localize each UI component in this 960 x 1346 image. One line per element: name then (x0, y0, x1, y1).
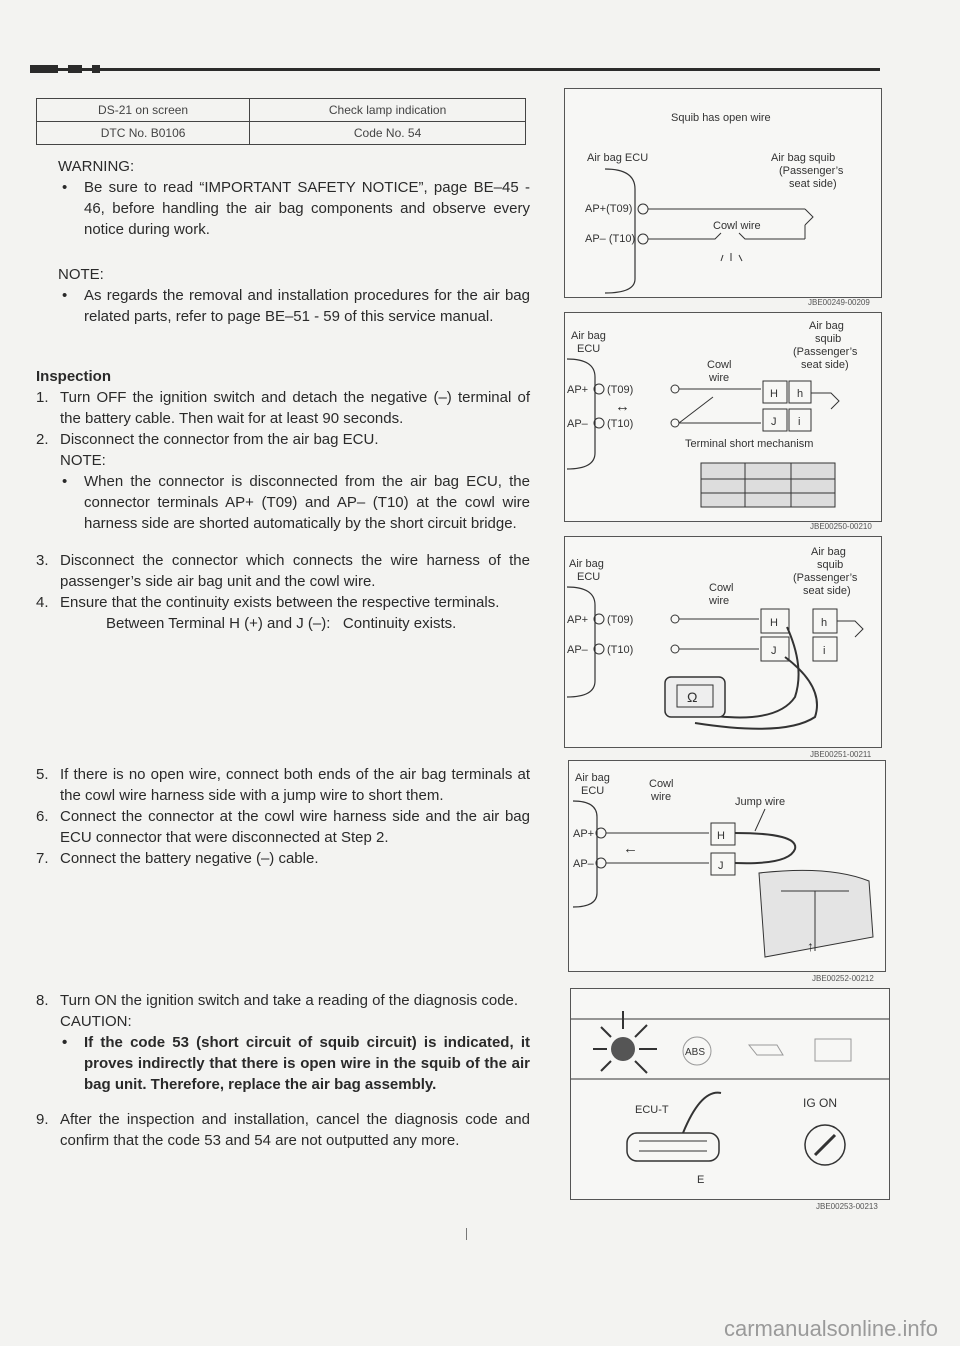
open-wire-diagram (565, 89, 881, 297)
ecu-outline (573, 801, 597, 907)
ecu-label: Air bag (569, 558, 604, 570)
engine-icon (815, 1039, 851, 1061)
step-text: Turn OFF the ignition switch and detach the negative (–) terminal of the battery cable. Then wait for at least 90 seconds. (60, 389, 530, 427)
note-block (58, 264, 530, 327)
short-mechanism-diagram (565, 313, 881, 521)
terminal-j-small: i (798, 416, 801, 428)
step-4 (36, 592, 530, 613)
squib-label: seat side) (801, 359, 849, 371)
continuity-between: Between Terminal H (+) and J (–): (106, 615, 331, 632)
step-7 (36, 848, 530, 869)
squib-label-3: seat side) (789, 178, 837, 190)
car-interior-image (759, 870, 873, 957)
terminal-h: H (770, 388, 778, 400)
squib-label: Air bag (809, 320, 844, 332)
ecu-label: Air bag (571, 330, 606, 342)
watermark: carmanualsonline.info (723, 1316, 938, 1341)
ecu-label: Air bag (575, 772, 610, 784)
step-2-note-text: • When the connector is disconnected from the air bag ECU, the connector terminals AP+ (T09) and AP– (T10) at the cowl wire harness side are shorted automatically by the short circuit bridge. (58, 471, 530, 534)
step-text: Turn ON the ignition switch and take a reading of the diagnosis code. (60, 992, 519, 1009)
step-text: Connect the connector at the cowl wire harness side and the air bag ECU connector that were disconnected at Step 2. (60, 808, 530, 846)
terminal-j: J (771, 416, 777, 428)
figure-diagnosis (570, 988, 890, 1200)
table-cell: Check lamp indication (250, 99, 526, 122)
ecu-outline (567, 587, 595, 697)
oil-icon (749, 1045, 783, 1055)
warning-text: • Be sure to read “IMPORTANT SAFETY NOTICE”, page BE–45 - 46, before handling the air bag components and observe every notice during work. (58, 177, 530, 240)
wire (679, 397, 713, 423)
squib-label: (Passenger’s (793, 346, 858, 358)
terminal-h-small: h (797, 388, 804, 400)
terminal-h-small: h (821, 617, 828, 629)
header-rule (30, 68, 880, 71)
ecu-label: ECU (577, 343, 601, 355)
step-2 (36, 429, 530, 450)
figure-open-wire (564, 88, 882, 298)
jumper-wire (683, 1093, 721, 1133)
jump-wire-diagram (569, 761, 885, 971)
cowl-label: wire (709, 595, 730, 607)
step-number: 4. (36, 594, 49, 611)
squib-end (837, 621, 863, 637)
abs-label: ABS (685, 1047, 706, 1058)
squib-end (811, 393, 839, 409)
step-text: Disconnect the connector which connects the wire harness of the passenger’s side air bag unit and the cowl wire. (60, 552, 530, 590)
wire-minus-broken (739, 233, 805, 239)
terminal-circle (671, 645, 679, 653)
caution-text: • If the code 53 (short circuit of squib circuit) is indicated, it proves indirectly that there is open wire in the squib of the air bag unit. Therefore, replace the air bag assembly. (58, 1032, 530, 1095)
continuity-result: Continuity exists. (342, 615, 457, 632)
terminal-j: J (718, 860, 724, 872)
dtc-table (36, 98, 526, 145)
arrow-left-icon: ← (623, 840, 638, 857)
jump-wire (735, 833, 795, 863)
table-cell: DS-21 on screen (37, 99, 250, 122)
jump-wire-label: Jump wire (735, 796, 786, 808)
terminal-circle (638, 204, 648, 214)
ap-minus-label: AP– (567, 418, 588, 430)
figure-jump-wire (568, 760, 886, 972)
step-number: 7. (36, 850, 49, 867)
note-title: NOTE: (58, 266, 104, 283)
ecu-label: ECU (581, 785, 605, 797)
squib-end (805, 209, 813, 225)
key-slot (815, 1135, 835, 1155)
figure-continuity-check (564, 536, 882, 748)
warning-title: WARNING: (58, 158, 135, 175)
figure-code: JBE00249-00209 (808, 298, 870, 307)
ap-minus-label: AP– (T10) (585, 233, 636, 245)
step-number: 2. (36, 431, 49, 448)
terminal-circle (671, 615, 679, 623)
ap-plus-label: AP+ (573, 828, 595, 840)
pointer-line (755, 809, 765, 831)
diagnosis-connector (627, 1133, 719, 1161)
cowl-label: Cowl (709, 582, 734, 594)
continuity-spec (36, 613, 530, 634)
t10-label: (T10) (607, 418, 634, 430)
terminal-circle (638, 234, 648, 244)
step-number: 3. (36, 552, 49, 569)
step-text: Ensure that the continuity exists between the respective terminals. (60, 594, 500, 611)
wire-minus-broken (648, 233, 721, 239)
ap-plus-label: AP+(T09) (585, 203, 633, 215)
terminal-h: H (770, 617, 778, 629)
ray-icon (601, 1061, 611, 1071)
squib-label: seat side) (803, 585, 851, 597)
ecu-outline (567, 359, 595, 469)
continuity-diagram (565, 537, 881, 747)
short-arrow-icon: ↔ (615, 398, 630, 415)
squib-label-1: Air bag squib (771, 152, 836, 164)
arrow-up-icon: ↑ (807, 938, 814, 954)
break-mark (739, 255, 742, 261)
page-mark (466, 1228, 467, 1240)
ecu-t-label: ECU-T (635, 1104, 669, 1116)
step-6 (36, 806, 530, 848)
ap-plus-label: AP+ (567, 384, 589, 396)
terminal-circle (671, 419, 679, 427)
note-text: • As regards the removal and installation procedures for the air bag related parts, refer to page BE–51 - 59 of this service manual. (58, 285, 530, 327)
ap-minus-label: AP– (573, 858, 594, 870)
t09-label: (T09) (607, 614, 634, 626)
step-number: 8. (36, 992, 49, 1009)
ray-icon (635, 1061, 647, 1073)
step-number: 5. (36, 766, 49, 783)
squib-label-2: (Passenger’s (779, 165, 844, 177)
steps-8-9 (36, 990, 530, 1151)
cowl-label: wire (651, 791, 672, 803)
steps-5-7 (36, 764, 530, 869)
step-3 (36, 550, 530, 592)
squib-label: (Passenger’s (793, 572, 858, 584)
e-label: E (697, 1174, 705, 1186)
ray-icon (601, 1027, 611, 1037)
cowl-wire-label: Cowl wire (713, 220, 761, 232)
connector-image (701, 463, 835, 507)
figure-code: JBE00250-00210 (810, 522, 872, 531)
squib-label: Air bag (811, 546, 846, 558)
step-text: Connect the battery negative (–) cable. (60, 850, 319, 867)
break-mark (721, 255, 723, 261)
mechanism-label: Terminal short mechanism (685, 438, 814, 450)
squib-label: squib (817, 559, 844, 571)
figure-short-mechanism (564, 312, 882, 522)
airbag-warning-icon (611, 1037, 635, 1061)
inspection-block (36, 366, 530, 634)
terminal-j-small: i (823, 645, 826, 657)
figure-code: JBE00251-00211 (810, 750, 872, 759)
header-mark (30, 60, 140, 68)
t09-label: (T09) (607, 384, 634, 396)
ig-on-label: IG ON (803, 1096, 838, 1110)
ecu-outline (605, 169, 635, 293)
step-8 (36, 990, 530, 1011)
step-number: 9. (36, 1111, 49, 1128)
ohm-symbol: Ω (687, 689, 698, 705)
ecu-label: ECU (577, 571, 601, 583)
step-text: Disconnect the connector from the air bag ECU. (60, 431, 379, 448)
table-cell: Code No. 54 (250, 122, 526, 145)
figure-title: Squib has open wire (671, 112, 771, 124)
step-9 (36, 1109, 530, 1151)
terminal-h: H (717, 830, 725, 842)
step-5 (36, 764, 530, 806)
inspection-title: Inspection (36, 368, 112, 385)
diagnosis-diagram (571, 989, 889, 1199)
cowl-label: Cowl (707, 359, 732, 371)
squib-label: squib (815, 333, 842, 345)
terminal-circle (671, 385, 679, 393)
step-number: 6. (36, 808, 49, 825)
table-cell: DTC No. B0106 (37, 122, 250, 145)
figure-code: JBE00253-00213 (816, 1202, 878, 1211)
ap-minus-label: AP– (567, 644, 588, 656)
step-text: After the inspection and installation, cancel the diagnosis code and confirm that the code 53 and 54 are not outputted any more. (60, 1111, 530, 1149)
step-1 (36, 387, 530, 429)
terminal-j: J (771, 645, 777, 657)
ecu-label: Air bag ECU (587, 152, 649, 164)
cowl-label: Cowl (649, 778, 674, 790)
step-2-note-title: NOTE: (60, 452, 106, 469)
warning-block (58, 156, 530, 240)
ap-plus-label: AP+ (567, 614, 589, 626)
cowl-label: wire (709, 372, 730, 384)
t10-label: (T10) (607, 644, 634, 656)
ray-icon (635, 1025, 647, 1037)
step-number: 1. (36, 389, 49, 406)
caution-title: CAUTION: (60, 1013, 132, 1030)
figure-code: JBE00252-00212 (812, 974, 874, 983)
step-text: If there is no open wire, connect both ends of the air bag terminals at the cowl wire harness side with a jump wire to short them. (60, 766, 530, 804)
